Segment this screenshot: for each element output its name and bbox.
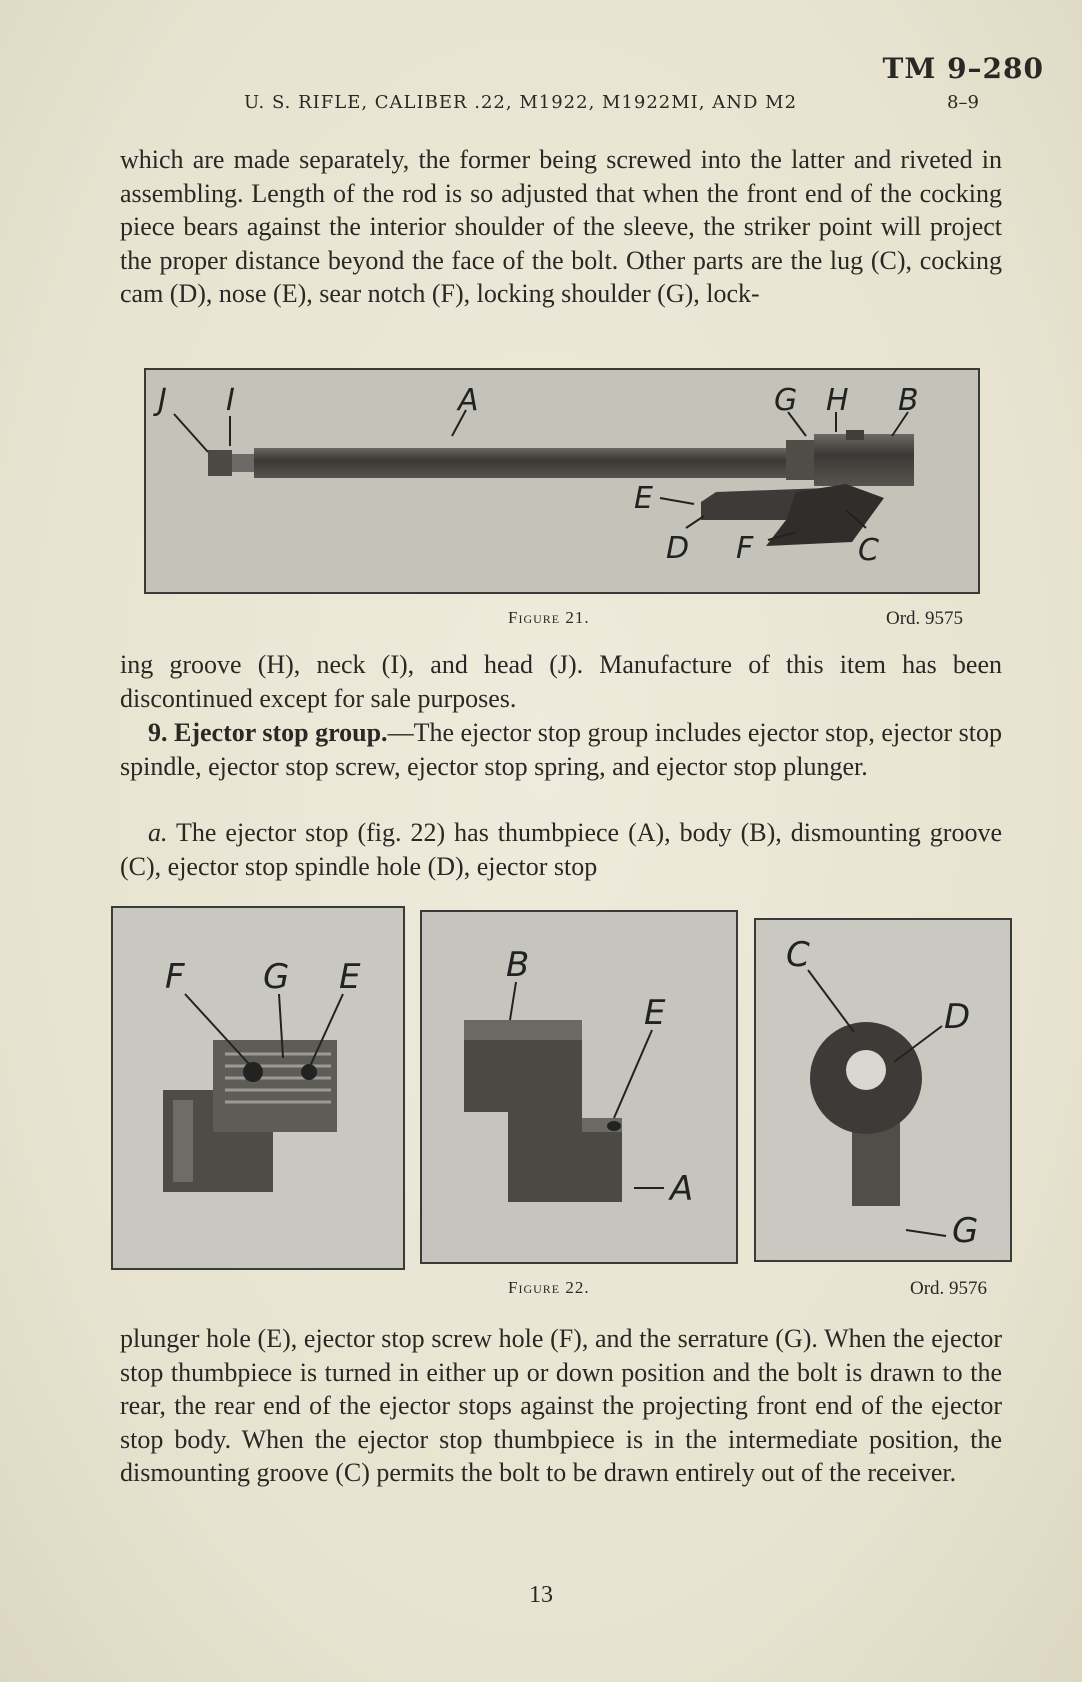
label-a: A: [670, 1169, 694, 1209]
paragraph-1: [120, 143, 1002, 311]
paragraph-text: ing groove (H), neck (I), and head (J). Manufacture of this item has been discontinued except for sale purposes.: [120, 650, 1002, 713]
striker-head: [208, 450, 232, 476]
figure-22-ord: Ord. 9576: [910, 1278, 988, 1299]
label-f: F: [736, 531, 754, 566]
label-g: G: [952, 1211, 979, 1251]
section-number: 9.: [148, 718, 168, 747]
paragraph-3: [120, 716, 1002, 783]
label-h: H: [826, 383, 849, 418]
running-title: U. S. RIFLE, CALIBER .22, M1922, M1922MI, AND M2: [244, 92, 798, 113]
label-i: I: [226, 383, 235, 418]
figure-21-caption: Figure 21.: [508, 608, 590, 627]
striker-rod: [254, 448, 794, 478]
paragraph-text: which are made separately, the former being screwed into the latter and riveted in assembling. Length of the rod is so adjusted that when the front end of the cocking piece bears against the interior shoulder of the sleeve, the striker point will project the proper distance beyond the face of the bolt. Other parts are the lug (C), cocking cam (D), nose (E), sear notch (F), locking shoulder (G), lock-: [120, 145, 1002, 308]
label-a: A: [458, 383, 479, 418]
label-b: B: [898, 383, 919, 418]
label-j: J: [158, 383, 167, 418]
label-f: F: [165, 957, 185, 997]
label-d: D: [944, 997, 971, 1037]
section-number: 8–9: [947, 92, 979, 113]
label-b: B: [506, 945, 530, 985]
paragraph-4: [120, 816, 1002, 883]
figure-22-panel-1: [111, 906, 405, 1270]
figure-21-photo: [144, 368, 980, 594]
label-c: C: [858, 533, 879, 568]
paragraph-text: The ejector stop (fig. 22) has thumbpiece (A), body (B), dismounting groove (C), ejector stop spindle hole (D), ejector stop: [120, 818, 1002, 881]
label-g: G: [263, 957, 290, 997]
figure-22-panel-3: [754, 918, 1012, 1262]
label-e: E: [339, 957, 361, 997]
figure-22-caption: Figure 22.: [508, 1278, 590, 1297]
label-e: E: [644, 993, 666, 1033]
paragraph-text: —The ejector stop group includes ejector stop, ejector stop spindle, ejector stop screw, ejector stop spring, and ejector stop plunger.: [120, 718, 1003, 781]
paragraph-text: plunger hole (E), ejector stop screw hole (F), and the serrature (G). When the ejector stop thumbpiece is turned in either up or down position and the bolt is drawn to the rear, the rear end of the ejector stops against the projecting front end of the ejector stop body. When the ejector stop thumbpiece is in the intermediate position, the dismounting groove (C) permits the bolt to be drawn entirely out of the receiver.: [120, 1324, 1002, 1487]
section-heading: Ejector stop group.: [174, 718, 388, 747]
figure-21-ord: Ord. 9575: [886, 608, 964, 629]
label-d: D: [666, 531, 690, 566]
page-number: 13: [529, 1582, 553, 1608]
paragraph-5: [120, 1322, 1002, 1490]
label-c: C: [786, 935, 810, 975]
paragraph-2: [120, 648, 1002, 715]
subparagraph-letter: a.: [148, 818, 168, 847]
label-g: G: [774, 383, 798, 418]
label-e: E: [634, 481, 653, 516]
tm-number: TM 9–280: [882, 52, 1044, 85]
figure-22-panel-2: [420, 910, 738, 1264]
